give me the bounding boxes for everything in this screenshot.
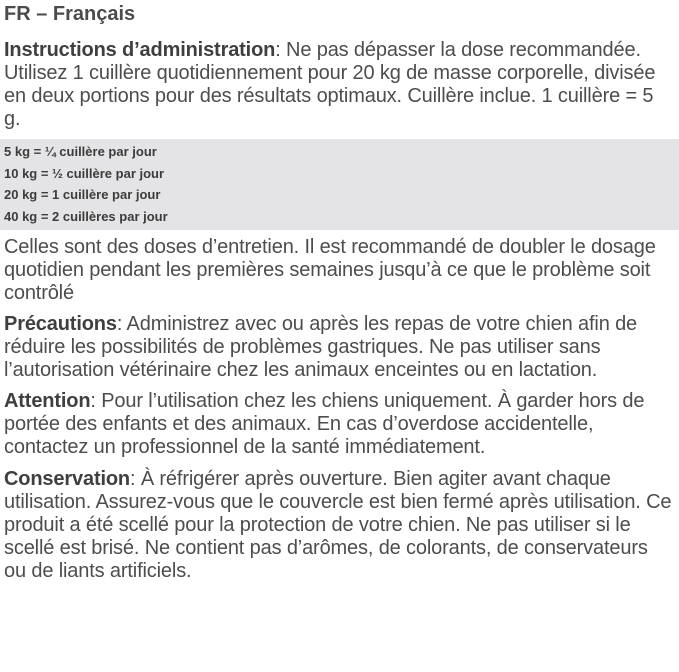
instructions-paragraph [4,39,675,131]
attention-text: : Pour l’utilisation chez les chiens uniquement. À garder hors de portée des enfants et des animaux. En cas d’overdose accidentelle, contactez un professionnel de la santé immédiatement. [4,390,645,458]
instructions-text: : Ne pas dépasser la dose recommandée. Utilisez 1 cuillère quotidiennement pour 20 kg de masse corporelle, divisée en deux portions pour des résultats optimaux. Cuillère inclue. 1 cuillère = 5 g. [4,39,656,130]
dosage-row: 40 kg = 2 cuillères par jour [4,208,168,224]
attention-heading: Attention [4,390,91,412]
dosage-row: 5 kg = ¼ cuillère par jour [4,144,157,159]
dosage-table [0,139,679,230]
maintenance-paragraph: Celles sont des doses d’entretien. Il est recommandé de doubler le dosage quotidien pendant les premières semaines jusqu’à ce que le problème soit contrôlé [4,236,656,304]
conservation-heading: Conservation [4,468,131,490]
instructions-heading: Instructions d’administration [4,39,276,61]
conservation-text: : À réfrigérer après ouverture. Bien agiter avant chaque utilisation. Assurez-vous que le couvercle est bien fermé après utilisation. Ce produit a été scellé pour la protection de votre chien. Ne pas utiliser si le scellé est brisé. Ne contient pas d’arômes, de colorants, de conservateurs ou de liants artificiels. [4,468,672,582]
precautions-paragraph [4,313,675,382]
language-heading: FR – Français [4,3,136,25]
attention-paragraph [4,390,675,459]
dosage-row: 10 kg = ½ cuillère par jour [4,165,165,181]
precautions-text: : Administrez avec ou après les repas de votre chien afin de réduire les possibilités de problèmes gastriques. Ne pas utiliser sans l’autorisation vétérinaire chez les animaux enceintes ou en lactation. [4,313,638,381]
precautions-heading: Précautions [4,313,117,335]
dosage-row: 20 kg = 1 cuillère par jour [4,187,161,202]
conservation-paragraph [4,468,675,583]
